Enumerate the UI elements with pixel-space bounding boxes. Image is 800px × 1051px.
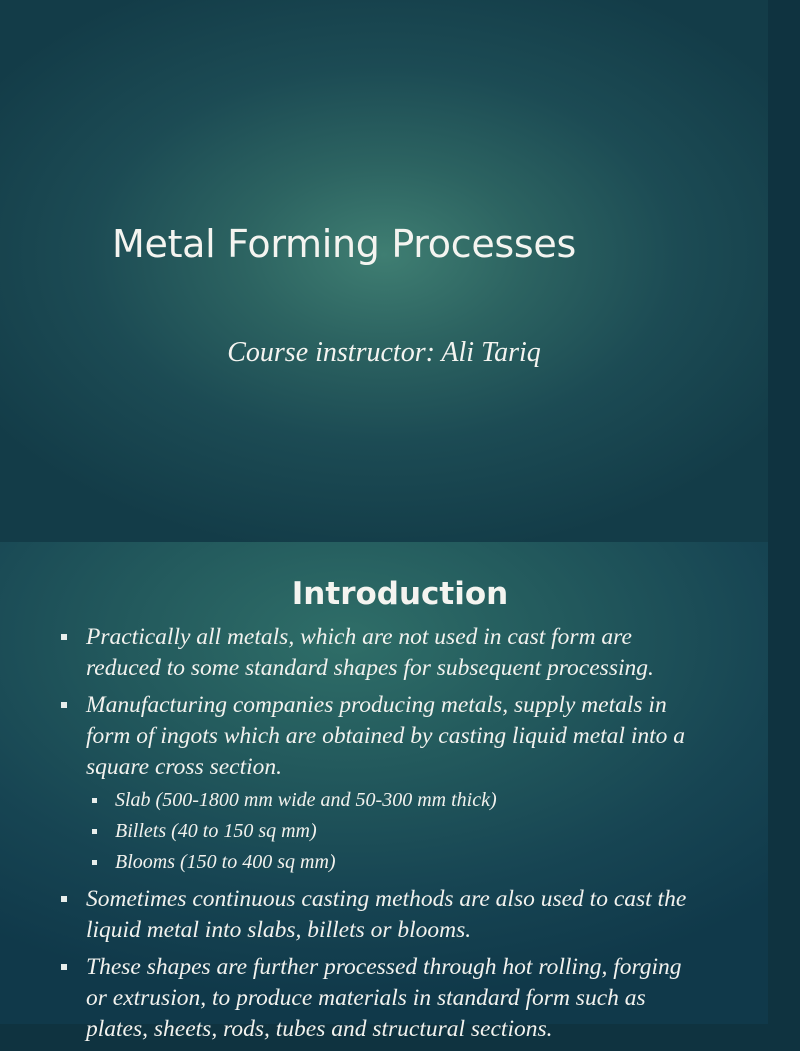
- slide-heading: Introduction: [291, 576, 509, 612]
- square-bullet-icon: [92, 829, 97, 834]
- bullet-item: [0, 884, 768, 946]
- slide-title: Metal Forming Processes: [112, 222, 576, 266]
- bullet-item: [0, 952, 768, 1045]
- square-bullet-icon: [92, 798, 97, 803]
- square-bullet-icon: [61, 964, 67, 970]
- sub-bullet-list: [86, 785, 708, 878]
- square-bullet-icon: [92, 860, 97, 865]
- bullet-list: [0, 622, 768, 1051]
- sub-bullet-text: Blooms (150 to 400 sq mm): [115, 851, 336, 873]
- square-bullet-icon: [61, 896, 67, 902]
- bullet-text: Practically all metals, which are not used in cast form are reduced to some standard shapes for subsequent processing.: [86, 624, 654, 681]
- title-slide: [0, 0, 768, 542]
- bullet-text: Sometimes continuous casting methods are also used to cast the liquid metal into slabs, billets or blooms.: [86, 886, 687, 943]
- square-bullet-icon: [61, 702, 67, 708]
- sub-bullet-item: [86, 785, 708, 816]
- bullet-item: [0, 690, 768, 878]
- slide-subtitle: Course instructor: Ali Tariq: [227, 337, 541, 368]
- sub-bullet-item: [86, 847, 708, 878]
- sub-bullet-text: Slab (500-1800 mm wide and 50-300 mm thick): [115, 789, 497, 811]
- square-bullet-icon: [61, 634, 67, 640]
- bullet-text: Manufacturing companies producing metals, supply metals in form of ingots which are obtained by casting liquid metal into a square cross section.: [86, 692, 685, 780]
- introduction-slide: [0, 542, 768, 1042]
- bullet-item: [0, 622, 768, 684]
- bullet-text: These shapes are further processed through hot rolling, forging or extrusion, to produce materials in standard form such as plates, sheets, rods, tubes and structural sections.: [86, 954, 682, 1042]
- sub-bullet-item: [86, 816, 708, 847]
- sub-bullet-text: Billets (40 to 150 sq mm): [115, 820, 317, 842]
